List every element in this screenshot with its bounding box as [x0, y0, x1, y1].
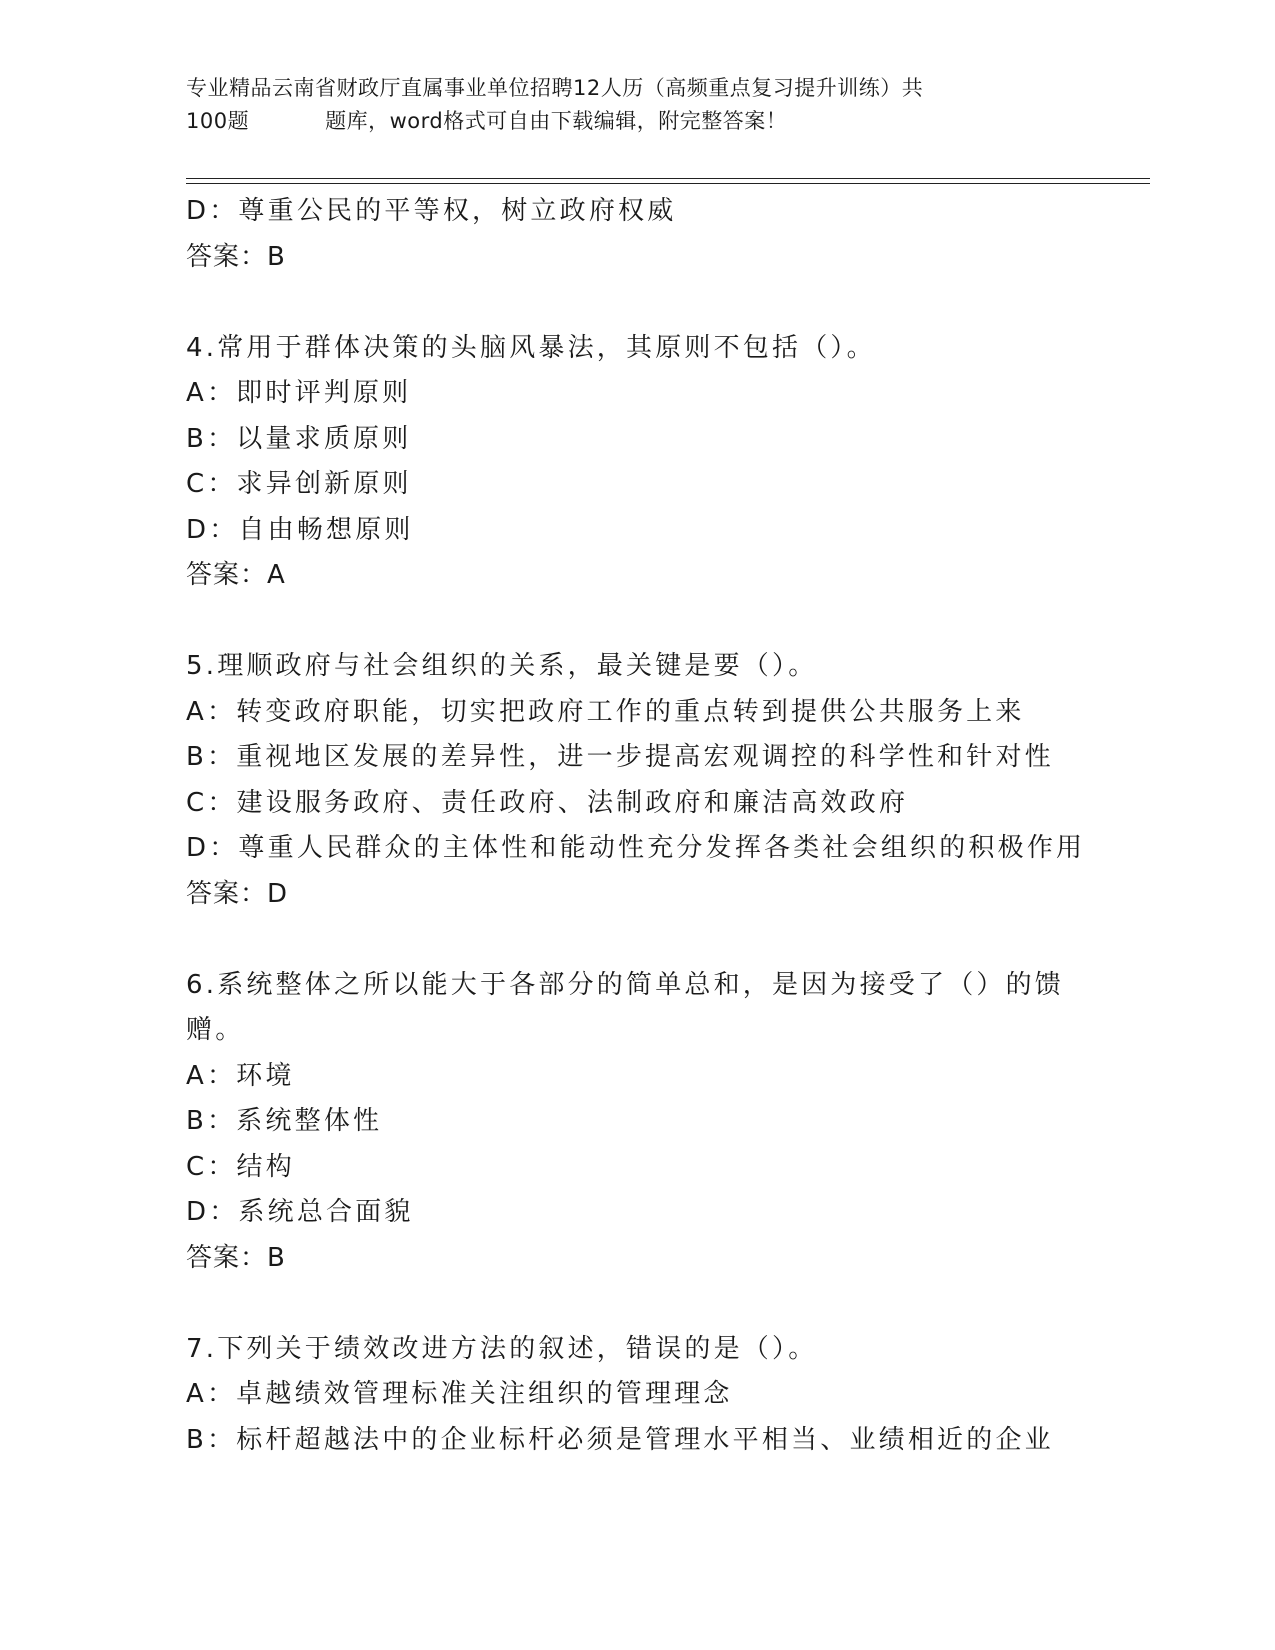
header-rule-top [186, 178, 1150, 179]
question-4-option-b: B：以量求质原则 [186, 423, 412, 454]
question-6-answer: 答案：B [186, 1242, 286, 1273]
prev-question-option-d: D：尊重公民的平等权，树立政府权威 [186, 196, 677, 226]
prev-question-answer: 答案：B [186, 241, 286, 272]
question-6-option-b: B：系统整体性 [186, 1106, 383, 1136]
header-description: 题库，word格式可自由下载编辑，附完整答案！ [325, 109, 788, 133]
question-7-option-b: B：标杆超越法中的企业标杆必须是管理水平相当、业绩相近的企业 [186, 1424, 1054, 1455]
header-rule-bottom [186, 183, 1150, 184]
question-4-option-c: C：求异创新原则 [186, 469, 412, 499]
question-4-option-d: D：自由畅想原则 [186, 514, 414, 545]
question-5-option-d: D：尊重人民群众的主体性和能动性充分发挥各类社会组织的积极作用 [186, 833, 1086, 863]
header-title-line1: 专业精品云南省财政厅直属事业单位招聘12人历（高频重点复习提升训练）共 [186, 76, 924, 100]
header-title-line2 [186, 105, 1136, 138]
question-4-option-a: A：即时评判原则 [186, 378, 412, 408]
document-header [186, 72, 1136, 138]
question-6-stem-line2: 赠。 [186, 1015, 245, 1045]
question-5-option-b: B：重视地区发展的差异性，进一步提高宏观调控的科学性和针对性 [186, 742, 1054, 772]
question-7-stem: 7.下列关于绩效改进方法的叙述，错误的是（）。 [186, 1333, 818, 1364]
question-6-option-a: A：环境 [186, 1060, 295, 1091]
question-5-option-c: C：建设服务政府、责任政府、法制政府和廉洁高效政府 [186, 787, 909, 818]
question-6-stem-line1: 6.系统整体之所以能大于各部分的简单总和，是因为接受了（）的馈 [186, 969, 1065, 1000]
question-6-option-d: D：系统总合面貌 [186, 1197, 414, 1227]
question-4-answer: 答案：A [186, 560, 286, 590]
question-6-option-c: C：结构 [186, 1151, 295, 1182]
document-body [186, 189, 1186, 1463]
question-5-answer: 答案：D [186, 878, 289, 909]
question-4-stem: 4.常用于群体决策的头脑风暴法，其原则不包括（）。 [186, 332, 876, 363]
question-5-option-a: A：转变政府职能，切实把政府工作的重点转到提供公共服务上来 [186, 696, 1025, 727]
question-5-stem: 5.理顺政府与社会组织的关系，最关键是要（）。 [186, 651, 818, 681]
question-7-option-a: A：卓越绩效管理标准关注组织的管理理念 [186, 1379, 733, 1409]
header-question-count: 100题 [186, 109, 250, 133]
